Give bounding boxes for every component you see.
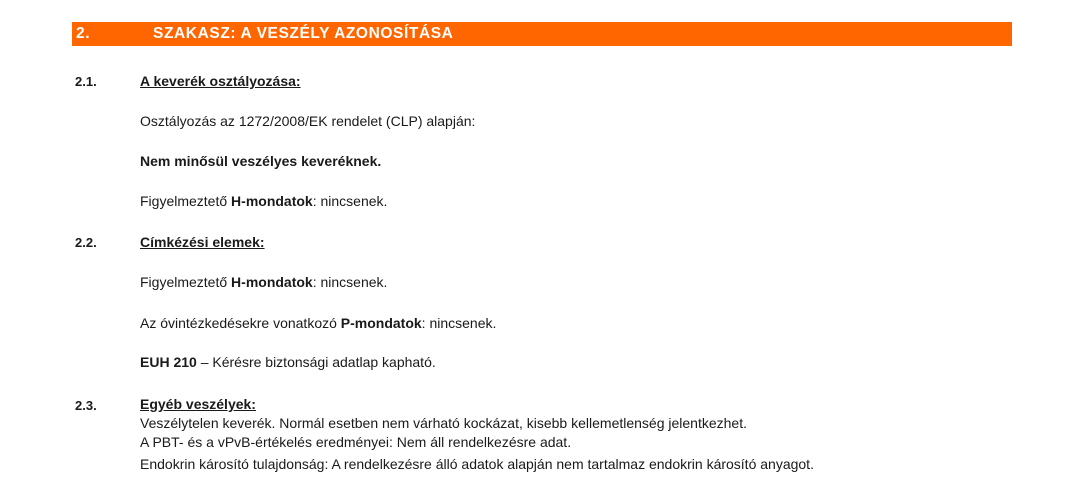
classification-basis: Osztályozás az 1272/2008/EK rendelet (CLP) alapján: — [140, 113, 476, 129]
subsection-heading-2-1: A keverék osztályozása: — [140, 73, 301, 89]
section-title: SZAKASZ: A VESZÉLY AZONOSÍTÁSA — [153, 25, 454, 42]
text: – Kérésre biztonsági adatlap kapható. — [196, 354, 436, 370]
text: : nincsenek. — [312, 274, 388, 290]
subsection-number-2-2: 2.2. — [75, 235, 97, 250]
classification-result: Nem minősül veszélyes keveréknek. — [140, 153, 382, 169]
euh-statement — [140, 354, 436, 370]
text: : nincsenek. — [421, 315, 497, 331]
subsection-number-2-1: 2.1. — [75, 74, 97, 89]
text: : nincsenek. — [312, 193, 388, 209]
h-statements-2-1 — [140, 193, 387, 209]
text-bold: H-mondatok — [231, 274, 313, 290]
section-number: 2. — [76, 25, 91, 42]
subsection-heading-2-3: Egyéb veszélyek: — [140, 396, 256, 412]
h-statements-2-2 — [140, 274, 387, 290]
other-hazards-line-3: Endokrin károsító tulajdonság: A rendelkezésre álló adatok alapján nem tartalmaz endokrin károsító anyagot. — [140, 456, 814, 472]
text: Figyelmeztető — [140, 274, 232, 290]
text-bold: P-mondatok — [340, 315, 422, 331]
subsection-number-2-3: 2.3. — [75, 398, 97, 413]
other-hazards-line-1: Veszélytelen keverék. Normál esetben nem várható kockázat, kisebb kellemetlenség jelentkezhet. — [140, 415, 747, 431]
text: Az óvintézkedésekre vonatkozó — [140, 315, 341, 331]
section-header-bar — [72, 22, 1012, 46]
text-bold: EUH 210 — [140, 354, 197, 370]
other-hazards-line-2: A PBT- és a vPvB-értékelés eredményei: Nem áll rendelkezésre adat. — [140, 434, 572, 450]
text: Figyelmeztető — [140, 193, 232, 209]
text-bold: H-mondatok — [231, 193, 313, 209]
p-statements — [140, 315, 496, 331]
subsection-heading-2-2: Címkézési elemek: — [140, 234, 265, 250]
